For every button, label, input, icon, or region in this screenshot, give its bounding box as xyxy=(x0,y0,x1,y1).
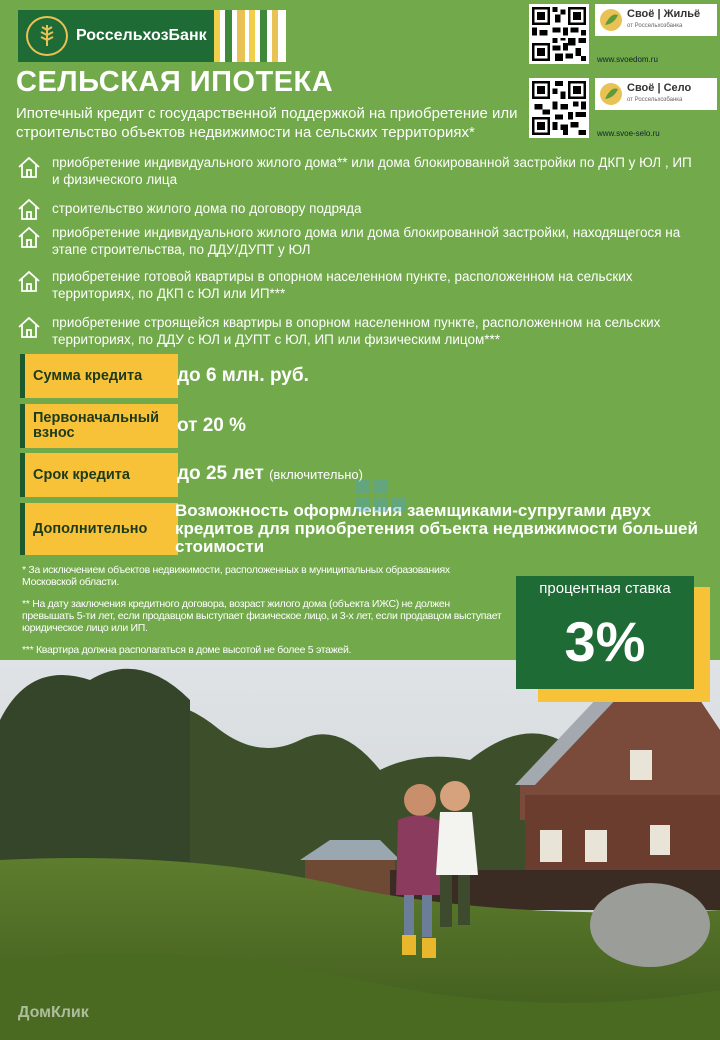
svoedom-url[interactable]: www.svoedom.ru xyxy=(597,55,658,64)
partner-svoeselo[interactable] xyxy=(529,78,717,138)
svoeselo-brand-text: Своё | Село от Россельхозбанка xyxy=(627,82,692,103)
list-item: строительство жилого дома по договору подряда xyxy=(16,196,696,222)
house-icon xyxy=(16,196,42,222)
domclick-watermark-icon xyxy=(326,470,436,560)
logo-stripes xyxy=(214,10,286,62)
footnote-1: * За исключением объектов недвижимости, расположенных в муниципальных образованиях Московской области. xyxy=(22,564,450,588)
rate-badge xyxy=(516,576,694,689)
rate-label: процентная ставка xyxy=(539,580,671,597)
countryside-photo xyxy=(0,660,720,1040)
svoedom-brand-card xyxy=(595,4,717,36)
param-value-loan-amount: до 6 млн. руб. xyxy=(177,365,309,386)
param-value-down-payment: от 20 % xyxy=(177,415,247,436)
list-item: приобретение индивидуального жилого дома** или дома блокированной застройки по ДКП у ЮЛ , ИП и физического лица xyxy=(16,154,696,188)
house-icon xyxy=(16,314,42,340)
wheat-emblem-icon xyxy=(26,16,68,56)
svoeselo-brand-card xyxy=(595,78,717,110)
qr-code-icon[interactable] xyxy=(529,4,589,64)
param-label: Дополнительно xyxy=(20,503,178,555)
param-value-term: до 25 лет (включительно) xyxy=(177,463,363,484)
footnote-3: *** Квартира должна располагаться в доме высотой не более 5 этажей. xyxy=(22,644,352,656)
bank-logo[interactable] xyxy=(18,10,286,62)
watermark-text: ДомКлик xyxy=(18,1004,89,1021)
list-item: приобретение готовой квартиры в опорном населенном пункте, расположенном на сельских территориях, по ДКП с ЮЛ или ИП*** xyxy=(16,268,696,302)
list-item: приобретение индивидуального жилого дома или дома блокированной застройки, находящегося на этапе строительства, по ДДУ/ДУПТ у ЮЛ xyxy=(16,224,696,258)
list-item: приобретение строящейся квартиры в опорном населенном пункте, расположенном на сельских территориях, по ДДУ с ЮЛ и ДУПТ с ЮЛ, ИП или физическим лицом*** xyxy=(16,314,696,348)
svoeselo-url[interactable]: www.svoe-selo.ru xyxy=(597,129,660,138)
param-loan-amount xyxy=(20,354,178,398)
house-icon xyxy=(16,154,42,180)
qr-code-icon[interactable] xyxy=(529,78,589,138)
svoedom-brand-text: Своё | Жильё от Россельхозбанка xyxy=(627,8,701,29)
partner-svoedom[interactable] xyxy=(529,4,717,64)
leaf-logo-icon xyxy=(599,8,623,32)
param-label: Первоначальный взнос xyxy=(20,404,178,448)
param-label: Сумма кредита xyxy=(20,354,178,398)
leaf-logo-icon xyxy=(599,82,623,106)
param-down-payment xyxy=(20,404,178,448)
param-value-additional: Возможность оформления заемщиками-супругами двух кредитов для приобретения объекта недвижимости большей стоимости xyxy=(175,501,698,556)
house-icon xyxy=(16,268,42,294)
rate-value: 3% xyxy=(564,610,646,673)
page-title: СЕЛЬСКАЯ ИПОТЕКА xyxy=(16,66,334,98)
page-subtitle: Ипотечный кредит с государственной поддержкой на приобретение или строительство объектов недвижимости на сельских территориях* xyxy=(16,105,518,141)
param-additional xyxy=(20,503,178,555)
param-term xyxy=(20,453,178,497)
bank-name: РоссельхозБанк xyxy=(76,27,207,44)
logo-plate xyxy=(18,10,214,62)
footnote-2: ** На дату заключения кредитного договора, возраст жилого дома (объекта ИЖС) не должен превышать 5-ти лет, если продавцом выступает физическое лицо, и 3-х лет, если продавцом выступает юридическое лицо или ИП. xyxy=(22,598,502,634)
param-label: Срок кредита xyxy=(20,453,178,497)
house-icon xyxy=(16,224,42,250)
